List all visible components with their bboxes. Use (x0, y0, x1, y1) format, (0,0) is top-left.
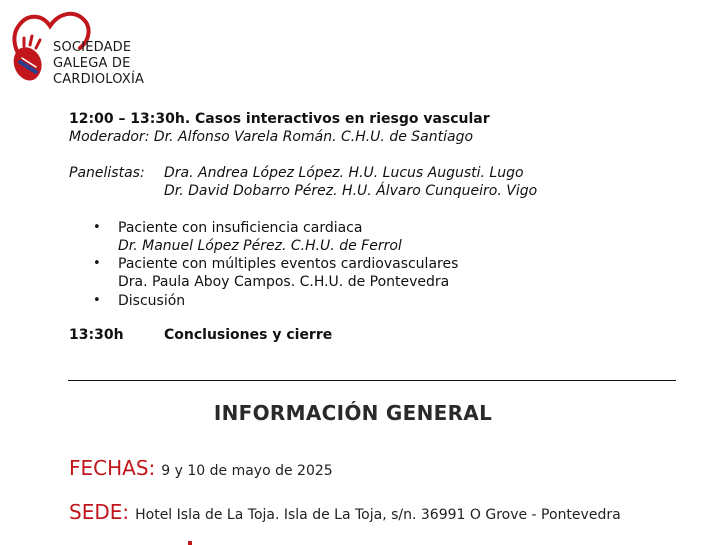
closing-title: Conclusiones y cierre (164, 327, 333, 343)
section-divider (68, 380, 676, 381)
agenda-item-1-speaker: Dr. Manuel López Pérez. C.H.U. de Ferrol (118, 238, 402, 254)
agenda-item-1-title: • Paciente con insuficiencia cardiaca (118, 219, 362, 237)
fechas-row (69, 456, 333, 480)
agenda-item-2-title: • Paciente con múltiples eventos cardiovasculares (118, 255, 458, 273)
info-heading: INFORMACIÓN GENERAL (213, 401, 493, 425)
closing-time: 13:30h (69, 327, 124, 343)
panelist-1: Dra. Andrea López López. H.U. Lucus Augusti. Lugo (164, 165, 524, 181)
agenda-item-2-speaker: Dra. Paula Aboy Campos. C.H.U. de Pontevedra (118, 274, 450, 290)
panelists-label: Panelistas: (69, 165, 145, 181)
logo-wordmark (53, 40, 144, 88)
fechas-value: 9 y 10 de mayo de 2025 (161, 463, 333, 479)
cut-off-accent-mark (188, 541, 192, 545)
logo-line-3: CARDIOLOXÍA (53, 72, 145, 87)
sede-row (69, 500, 621, 524)
session-moderator: Moderador: Dr. Alfonso Varela Román. C.H.U. de Santiago (69, 129, 474, 145)
logo-line-2: GALEGA DE (53, 56, 131, 71)
panelist-2: Dr. David Dobarro Pérez. H.U. Álvaro Cunqueiro. Vigo (164, 183, 538, 199)
sede-label: SEDE: (69, 500, 130, 524)
agenda-item-3-title: • Discusión (118, 292, 185, 310)
session-time-title: 12:00 – 13:30h. Casos interactivos en riesgo vascular (69, 111, 490, 127)
sede-value: Hotel Isla de La Toja. Isla de La Toja, s/n. 36991 O Grove - Pontevedra (135, 507, 621, 523)
logo-line-1: SOCIEDADE (53, 40, 132, 55)
fechas-label: FECHAS: (69, 456, 156, 480)
